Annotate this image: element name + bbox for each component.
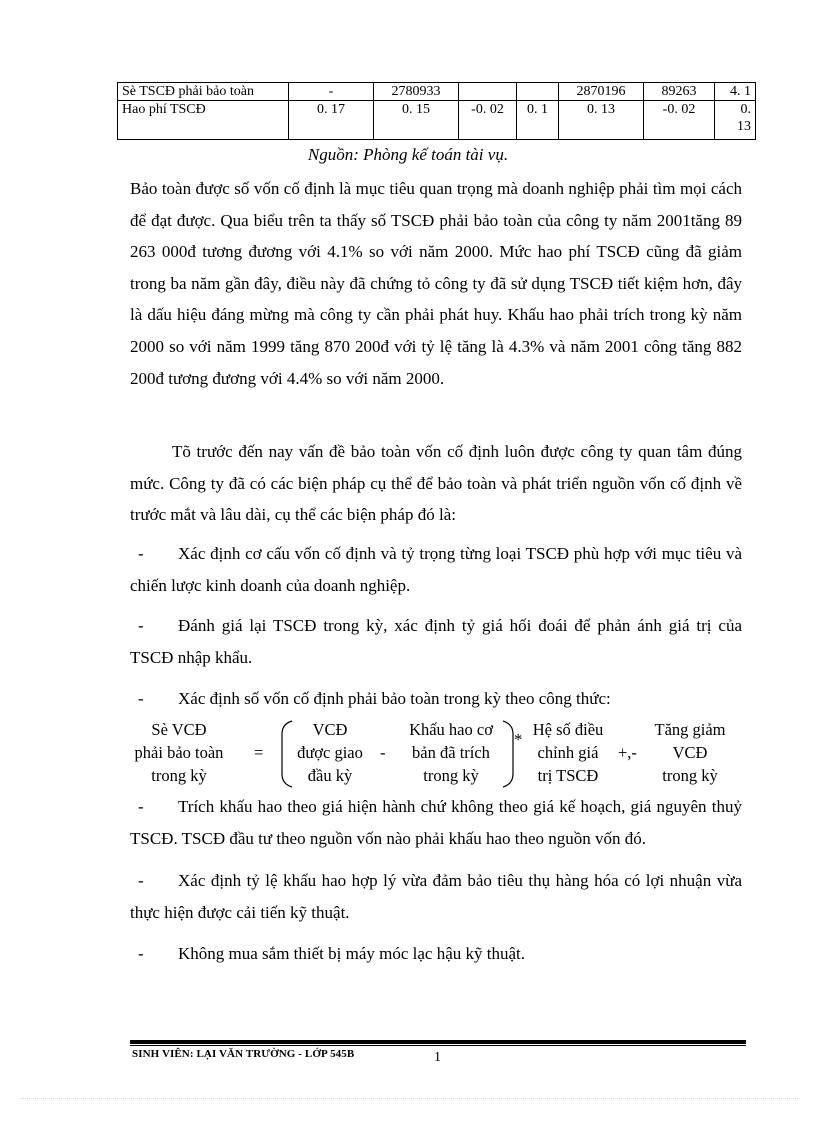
table-row — [118, 101, 756, 140]
bullet-text: Trích khấu hao theo giá hiện hành chứ không theo giá kế hoạch, giá nguyên thuỷ TSCĐ. TSCĐ đầu tư theo nguồn vốn nào phải khấu hao theo nguồn vốn đó. — [130, 797, 742, 848]
bullet-dash: - — [138, 544, 144, 563]
formula — [118, 718, 748, 790]
footer-rule-thick — [130, 1040, 746, 1044]
table-cell: 0. 13 — [715, 101, 756, 140]
right-paren — [502, 720, 514, 788]
formula-term-change: Tăng giảm VCĐ trong kỳ — [654, 720, 726, 785]
bullet-text: Xác định số vốn cố định phải bảo toàn trong kỳ theo công thức: — [178, 689, 611, 708]
footer-author: SINH VIÊN: LẠI VĂN TRƯỜNG - LỚP 545B — [132, 1048, 355, 1060]
table-cell: 0. 17 — [289, 101, 374, 140]
paragraph-1: Bảo toàn được số vốn cố định là mục tiêu quan trọng mà doanh nghiệp phải tìm mọi cách để đạt được. Qua biểu trên ta thấy số TSCĐ phải bảo toàn của công ty năm 2001tăng 89 263 000đ tương đương với 4.1% so với năm 2000. Mức hao phí TSCĐ cũng đã giảm trong ba năm gần đây, điều này đã chứng tỏ công ty đã sử dụng TSCĐ tiết kiệm hơn, đây là dấu hiệu đáng mừng mà công ty cần phải phát huy. Khấu hao phải trích trong kỳ năm 2000 so với năm 1999 tăng 870 200đ với tỷ lệ tăng là 4.3% và năm 2001 công tăng 882 200đ tương đương với 4.4% so với năm 2000. — [130, 179, 742, 388]
table-cell: 0. 13 — [559, 101, 644, 140]
formula-times: * — [514, 730, 523, 749]
paragraph-2: Tõ trước đến nay vấn đề bảo toàn vốn cố định luôn được công ty quan tâm đúng mức. Công ty đã có các biện pháp cụ thể để bảo toàn và phát triển nguồn vốn cố định về trước mắt và lâu dài, cụ thể các biện pháp đó là: — [130, 442, 742, 525]
table-cell: -0. 02 — [459, 101, 517, 140]
bullet-dash: - — [138, 944, 144, 963]
table-cell: 2780933 — [374, 83, 459, 101]
bullet-item — [130, 865, 742, 928]
bullet-item — [130, 610, 742, 673]
row-label: Hao phí TSCĐ — [118, 101, 289, 140]
bullet-dash: - — [138, 616, 144, 635]
table-row — [118, 83, 756, 101]
table-cell: 0. 1 — [517, 101, 559, 140]
table-cell: 0. 15 — [374, 101, 459, 140]
bullet-text: Không mua sắm thiết bị máy móc lạc hậu kỹ thuật. — [178, 944, 526, 963]
formula-term-preserved-capital: Sè VCĐ phải bảo toàn trong kỳ — [134, 720, 224, 785]
formula-plus-minus: +,- — [618, 743, 637, 762]
page-edge-divider — [20, 1098, 800, 1099]
formula-equals: = — [254, 743, 264, 762]
table-cell: -0. 02 — [644, 101, 715, 140]
formula-minus: - — [380, 743, 386, 762]
row-label: Sè TSCĐ phải bảo toàn — [118, 83, 289, 101]
bullet-text: Đánh giá lại TSCĐ trong kỳ, xác định tỷ giá hối đoái để phản ánh giá trị của TSCĐ nhập khẩu. — [130, 616, 742, 667]
formula-term-depreciation: Khấu hao cơ bản đã trích trong kỳ — [409, 720, 493, 785]
table-cell: 4. 1 — [715, 83, 756, 101]
page-number: 1 — [434, 1050, 441, 1065]
bullet-dash: - — [138, 797, 144, 816]
bullet-item — [130, 938, 742, 970]
table-cell: - — [289, 83, 374, 101]
source-caption: Nguồn: Phòng kế toán tài vụ. — [307, 145, 509, 164]
formula-term-initial-capital: VCĐ được giao đầu kỳ — [297, 720, 363, 785]
bullet-text: Xác định tỷ lệ khấu hao hợp lý vừa đảm bảo tiêu thụ hàng hóa có lợi nhuận vừa thực hiện được cải tiến kỹ thuật. — [130, 871, 742, 922]
summary-table — [117, 82, 756, 140]
footer-rule-thin — [130, 1045, 746, 1046]
bullet-item — [130, 538, 742, 601]
table-cell: 89263 — [644, 83, 715, 101]
bullet-text: Xác định cơ cấu vốn cố định và tỷ trọng từng loại TSCĐ phù hợp với mục tiêu và chiến lược kinh doanh của doanh nghiệp. — [130, 544, 742, 595]
formula-term-adjustment: Hệ số điều chỉnh giá trị TSCĐ — [532, 720, 604, 785]
bullet-dash: - — [138, 871, 144, 890]
bullet-dash: - — [138, 689, 144, 708]
table-cell — [517, 83, 559, 101]
bullet-item — [130, 683, 742, 715]
table-cell — [459, 83, 517, 101]
table-cell: 2870196 — [559, 83, 644, 101]
bullet-item — [130, 791, 742, 854]
